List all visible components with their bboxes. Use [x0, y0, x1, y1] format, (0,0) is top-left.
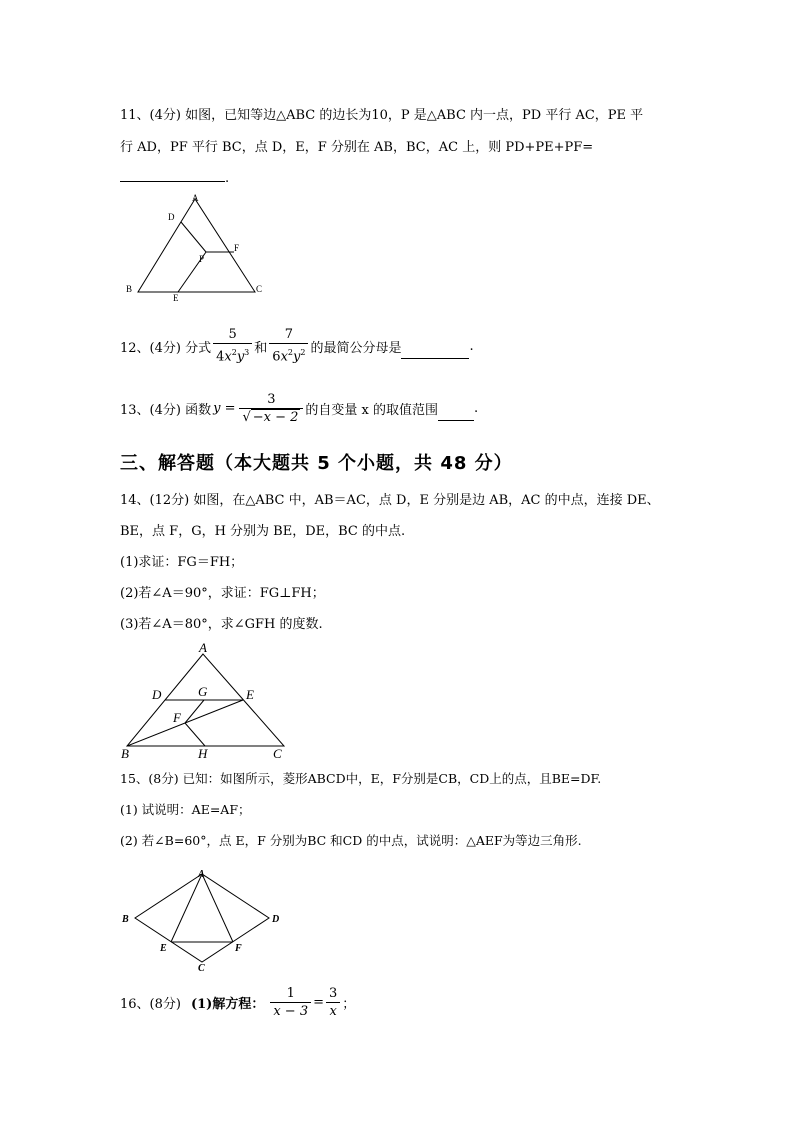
label-b: B: [122, 914, 129, 925]
numerator: 3: [326, 985, 340, 1003]
label-e: E: [160, 943, 167, 954]
function-var: y =: [213, 400, 236, 416]
section-heading: 三、解答题（本大题共 5 个小题，共 48 分）: [120, 453, 513, 474]
q12-and: 和: [254, 340, 268, 356]
radicand: −x − 2: [252, 409, 299, 425]
numerator: 7: [269, 326, 308, 344]
q13-period: .: [474, 400, 479, 416]
label-f: F: [234, 243, 240, 253]
label-d: D: [272, 914, 280, 925]
q13-prefix: 13、(4分) 函数: [120, 402, 212, 418]
q16-semicolon: ；: [342, 996, 356, 1012]
label-a: A: [192, 193, 199, 203]
q14-figure: [118, 638, 298, 763]
q14-line-2: BE，点 F，G，H 分别为 BE，DE，BC 的中点.: [120, 524, 406, 539]
numerator: 1: [270, 985, 311, 1003]
q16-line: [120, 979, 355, 1025]
q14-part-1: (1)求证：FG＝FH；: [120, 555, 244, 570]
q15-line-1: 15、(8分) 已知：如图所示，菱形ABCD中，E，F分别是CB，CD上的点，且BE=DF.: [120, 771, 602, 786]
label-h: H: [198, 746, 208, 761]
q15-figure: [118, 865, 293, 975]
q11-answer-line: [120, 167, 229, 186]
q16-part-1: (1)解方程：: [190, 996, 265, 1012]
label-a: A: [198, 869, 205, 880]
label-b: B: [121, 746, 129, 761]
label-b: B: [126, 284, 133, 294]
fraction-1-over-x-3: [270, 985, 311, 1020]
q13-line: [120, 385, 478, 431]
fraction-3-over-x: [326, 985, 340, 1020]
label-c: C: [273, 746, 282, 761]
label-f: F: [235, 943, 242, 954]
numerator: 5: [213, 326, 252, 344]
numerator: 3: [239, 391, 303, 409]
rhombus-abcd: [135, 874, 269, 962]
q15-part-1: (1) 试说明：AE=AF；: [120, 802, 251, 817]
equals-sign: =: [313, 994, 324, 1010]
label-p: P: [199, 254, 205, 264]
fraction-5-over-4x2y3: [213, 326, 252, 365]
answer-blank[interactable]: [438, 406, 474, 421]
fraction-3-over-sqrt: [239, 391, 303, 426]
q11-figure: [118, 192, 278, 304]
label-e: E: [246, 687, 254, 702]
q12-suffix: 的最简公分母是: [310, 340, 402, 356]
answer-blank[interactable]: [401, 344, 469, 359]
fraction-7-over-6x2y2: [269, 326, 308, 365]
q12-line: [120, 324, 474, 368]
label-c: C: [198, 963, 205, 974]
denominator: x − 3: [273, 1003, 309, 1019]
label-g: G: [198, 684, 208, 699]
label-d: D: [152, 687, 162, 702]
denominator: $6x^2y^2$: [272, 348, 306, 365]
label-c: C: [256, 284, 263, 294]
segment-fh: [185, 723, 205, 746]
q15-part-2: (2) 若∠B=60°，点 E，F 分别为BC 和CD 的中点，试说明：△AEF为等边三角形.: [120, 833, 582, 848]
segment-pd: [181, 222, 206, 252]
label-f: F: [173, 710, 181, 725]
q14-line-1: 14、(12分) 如图，在△ABC 中，AB＝AC，点 D，E 分别是边 AB，AC 的中点，连接 DE、: [120, 493, 660, 508]
q11-line-2: 行 AD，PF 平行 BC，点 D，E，F 分别在 AB，BC，AC 上，则 PD+PE+PF=: [120, 140, 594, 155]
q11-period: .: [225, 171, 230, 186]
answer-blank[interactable]: [120, 167, 225, 182]
denominator: $4x^2y^3$: [216, 348, 250, 365]
label-d: D: [168, 212, 175, 222]
q16-prefix: 16、(8分): [120, 996, 181, 1012]
q12-prefix: 12、(4分) 分式: [120, 340, 212, 356]
denominator: x: [329, 1003, 337, 1019]
q11-line-1: 11、(4分) 如图，已知等边△ABC 的边长为10，P 是△ABC 内一点，PD 平行 AC，PE 平: [120, 108, 644, 123]
label-a: A: [199, 640, 207, 655]
label-e: E: [173, 293, 179, 303]
q13-suffix: 的自变量 x 的取值范围: [305, 402, 439, 418]
q12-period: .: [469, 338, 474, 354]
q14-part-2: (2)若∠A＝90°，求证：FG⊥FH；: [120, 586, 325, 601]
denominator: √ −x − 2: [242, 409, 299, 425]
q14-part-3: (3)若∠A＝80°，求∠GFH 的度数.: [120, 617, 323, 632]
